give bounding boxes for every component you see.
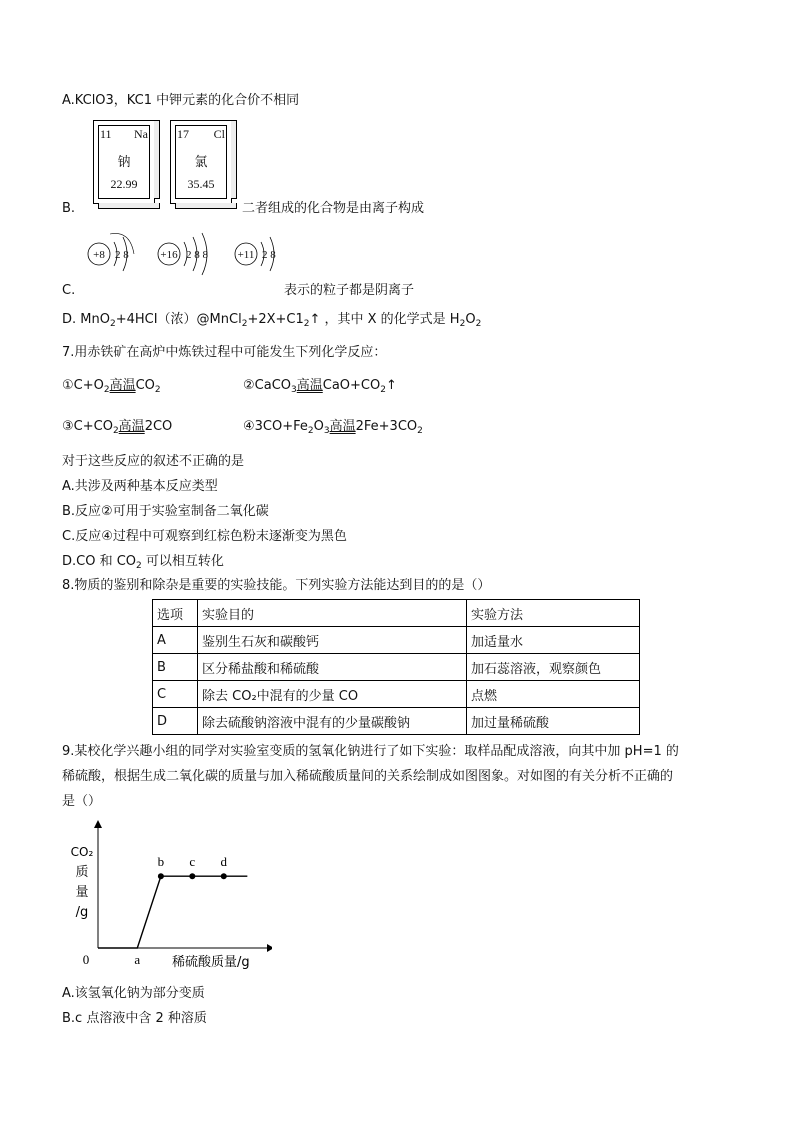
q9-option-a: A.该氢氧化钠为部分变质: [62, 986, 205, 1001]
y-axis-label: 量: [75, 885, 89, 900]
atom-diagram-sulfur-ion: [158, 233, 209, 275]
data-point: [221, 873, 227, 879]
q7-ask: 对于这些反应的叙述不正确的是: [62, 454, 245, 469]
x-axis-arrow: [267, 944, 272, 952]
table-row: [153, 708, 640, 735]
q8-stem: 8.物质的鉴别和除杂是重要的实验技能。下列实验方法能达到目的的是（）: [62, 578, 491, 593]
q6-option-d: D. MnO$_2$+4HCI（浓）$@MnCl_2+2X+C1_2↑$ ，其中 X 的化学式是 $H_2O_2$: [62, 312, 482, 329]
q7-option-a: A.共涉及两种基本反应类型: [62, 479, 218, 494]
table-cell: C: [153, 681, 198, 708]
q6-option-c-text: 表示的粒子都是阴离子: [284, 283, 415, 298]
table-cell: 区分稀盐酸和稀硫酸: [198, 654, 467, 681]
table-cell: 加过量稀硫酸: [467, 708, 640, 735]
svg-text:+16: +16: [160, 249, 178, 261]
svg-text:+11: +11: [237, 249, 255, 261]
table-cell: B: [153, 654, 198, 681]
q6-option-c-label: C.: [62, 283, 76, 298]
q7-reaction-3: $③C+CO_2$高温2CO: [62, 419, 173, 436]
header-cell: 选项: [153, 600, 198, 627]
series-line: [98, 876, 247, 948]
table-cell: 加适量水: [467, 627, 640, 654]
table-row: [153, 681, 640, 708]
table-row: [153, 654, 640, 681]
table-cell: 除去 CO₂中混有的少量 CO: [198, 681, 467, 708]
data-point: [189, 873, 195, 879]
q7-reaction-2: ②CaCO$_3$高温$CaO+CO_2↑$: [243, 378, 397, 395]
q7-option-b: B.反应②可用于实验室制备二氧化碳: [62, 504, 269, 519]
element-symbol: Na: [134, 127, 148, 141]
point-label: b: [157, 854, 165, 870]
q8-table: [152, 599, 640, 735]
q6-option-a: A.KClO3，KC1 中钾元素的化合价不相同: [62, 93, 300, 108]
q9-stem-line-3: 是（）: [62, 794, 102, 809]
svg-text:2 8: 2 8: [262, 249, 276, 261]
header-cell: 实验目的: [198, 600, 467, 627]
table-cell: 除去硫酸钠溶液中混有的少量碳酸钠: [198, 708, 467, 735]
data-point: [158, 873, 164, 879]
q7-reaction-4: $④3CO+Fe_2O_3$高温$2Fe+3CO_2$: [243, 419, 423, 436]
table-cell: A: [153, 627, 198, 654]
y-axis-arrow: [94, 820, 102, 828]
header-cell: 实验方法: [467, 600, 640, 627]
q9-option-b: B.c 点溶液中含 2 种溶质: [62, 1011, 207, 1026]
q9-stem-line-2: 稀硫酸，根据生成二氧化碳的质量与加入稀硫酸质量间的关系绘制成如图图象。对如图的有关分析不正确的: [62, 769, 674, 784]
atomic-mass: 22.99: [110, 177, 138, 191]
element-name: 氯: [194, 154, 208, 169]
q6-option-b-label: B.: [62, 201, 76, 216]
element-tile-chlorine: [170, 120, 232, 204]
atomic-number: 11: [100, 127, 112, 141]
element-tile-sodium: [93, 120, 155, 204]
q6-option-b-text: 二者组成的化合物是由离子构成: [242, 201, 425, 216]
atom-structure-diagrams: [80, 225, 290, 285]
atom-diagram-sodium-ion: [235, 237, 276, 271]
co2-mass-chart: [62, 818, 272, 978]
point-label: d: [220, 854, 228, 870]
table-cell: 鉴别生石灰和碳酸钙: [198, 627, 467, 654]
q7-option-d: D.CO 和 $CO_2$ 可以相互转化: [62, 554, 224, 571]
q7-option-c: C.反应④过程中可观察到红棕色粉末逐渐变为黑色: [62, 529, 347, 544]
point-label: c: [189, 854, 196, 870]
q9-stem-line-1: 9.某校化学兴趣小组的同学对实验室变质的氢氧化钠进行了如下实验：取样品配成溶液，向其中加 pH=1 的: [62, 744, 679, 759]
atomic-number: 17: [177, 127, 189, 141]
y-axis-label: CO₂: [70, 845, 94, 859]
q7-reaction-1: $①C+O_2$高温$CO_2$: [62, 378, 161, 395]
svg-text:2 8 8: 2 8 8: [186, 249, 208, 261]
svg-text:+8: +8: [93, 249, 105, 261]
svg-text:2 8: 2 8: [115, 249, 129, 261]
x-tick-label: a: [134, 952, 141, 967]
table-header-row: [153, 600, 640, 627]
table-cell: D: [153, 708, 198, 735]
x-axis-label: 稀硫酸质量/g: [172, 955, 250, 970]
atom-diagram-oxygen-ion: [88, 233, 134, 271]
table-cell: 加石蕊溶液，观察颜色: [467, 654, 640, 681]
q7-stem: 7.用赤铁矿在高炉中炼铁过程中可能发生下列化学反应：: [62, 345, 387, 360]
element-name: 钠: [117, 154, 131, 169]
y-axis-label: /g: [75, 905, 89, 920]
table-cell: 点燃: [467, 681, 640, 708]
element-symbol: Cl: [213, 127, 225, 141]
origin-label: 0: [82, 952, 90, 967]
atomic-mass: 35.45: [187, 177, 215, 191]
table-row: [153, 627, 640, 654]
y-axis-label: 质: [75, 865, 89, 880]
